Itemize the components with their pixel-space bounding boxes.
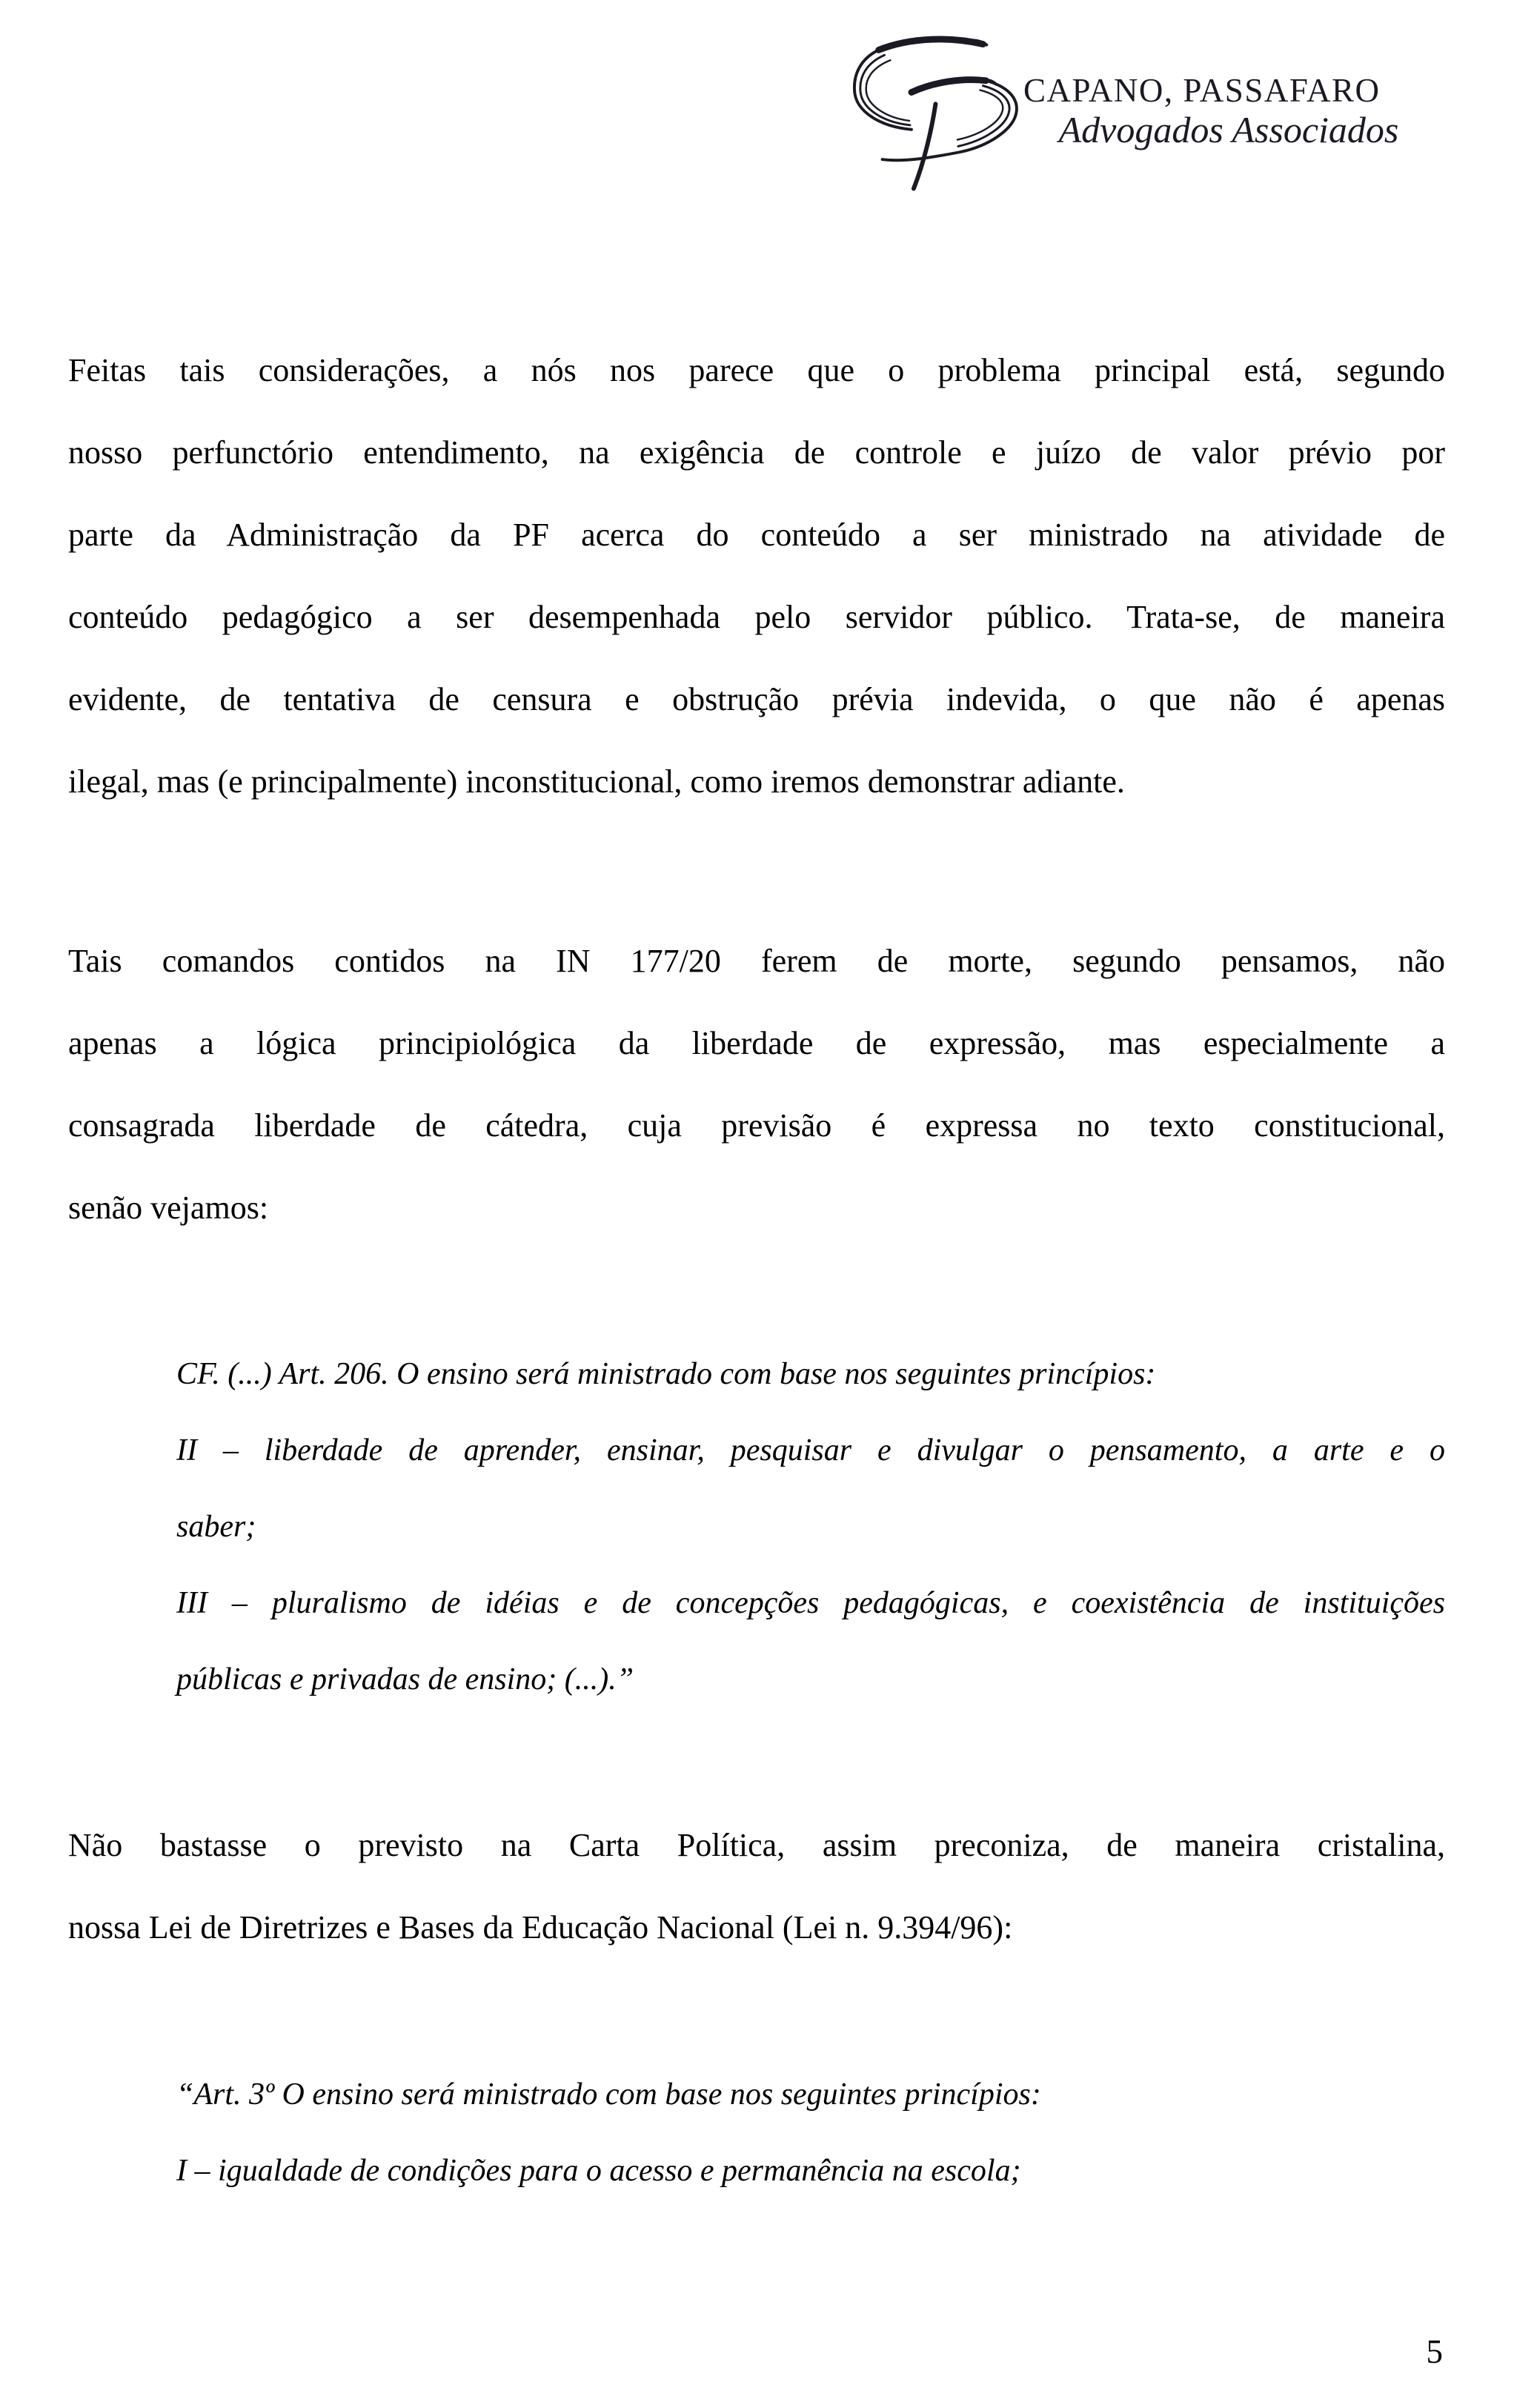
- text-line: parte da Administração da PF acerca do conteúdo a ser ministrado na atividade de: [68, 517, 1445, 553]
- firm-tagline: Advogados Associados: [1058, 109, 1399, 150]
- paragraph-2: [68, 920, 1445, 1249]
- text-line: senão vejamos:: [68, 1190, 269, 1226]
- quotation-block-constitution: [176, 1336, 1445, 1718]
- text-line: Tais comandos contidos na IN 177/20 ferem de morte, segundo pensamos, não: [68, 943, 1445, 979]
- quotation-block-ldb: [176, 2057, 1445, 2209]
- paragraph-1: [68, 329, 1445, 823]
- text-line: apenas a lógica principiológica da liberdade de expressão, mas especialmente a: [68, 1025, 1445, 1061]
- text-line: evidente, de tentativa de censura e obstrução prévia indevida, o que não é apenas: [68, 681, 1445, 717]
- text-line: II – liberdade de aprender, ensinar, pesquisar e divulgar o pensamento, a arte e o: [176, 1433, 1445, 1467]
- page-number: 5: [1426, 2333, 1443, 2370]
- letterhead: [0, 0, 1514, 222]
- text-line: I – igualdade de condições para o acesso e permanência na escola;: [176, 2154, 1021, 2188]
- text-line: nosso perfunctório entendimento, na exigência de controle e juízo de valor prévio por: [68, 434, 1445, 471]
- text-line: Feitas tais considerações, a nós nos parece que o problema principal está, segundo: [68, 352, 1445, 388]
- text-line: públicas e privadas de ensino; (...).”: [176, 1662, 634, 1696]
- text-line: conteúdo pedagógico a ser desempenhada pelo servidor público. Trata-se, de maneira: [68, 599, 1445, 635]
- text-line: “Art. 3º O ensino será ministrado com base nos seguintes princípios:: [176, 2077, 1041, 2112]
- text-line: nossa Lei de Diretrizes e Bases da Educação Nacional (Lei n. 9.394/96):: [68, 1909, 1013, 1946]
- paragraph-3: [68, 1804, 1445, 1968]
- text-line: III – pluralismo de idéias e de concepções pedagógicas, e coexistência de instituições: [176, 1586, 1445, 1620]
- text-line: ilegal, mas (e principalmente) inconstitucional, como iremos demonstrar adiante.: [68, 763, 1125, 800]
- text-line: CF. (...) Art. 206. O ensino será ministrado com base nos seguintes princípios:: [176, 1357, 1156, 1391]
- text-line: saber;: [176, 1510, 256, 1544]
- text-line: consagrada liberdade de cátedra, cuja previsão é expressa no texto constitucional,: [68, 1107, 1445, 1144]
- firm-name: CAPANO, PASSAFARO: [1023, 72, 1381, 109]
- cp-monogram-icon: [817, 22, 1050, 212]
- text-line: Não bastasse o previsto na Carta Política, assim preconiza, de maneira cristalina,: [68, 1827, 1445, 1863]
